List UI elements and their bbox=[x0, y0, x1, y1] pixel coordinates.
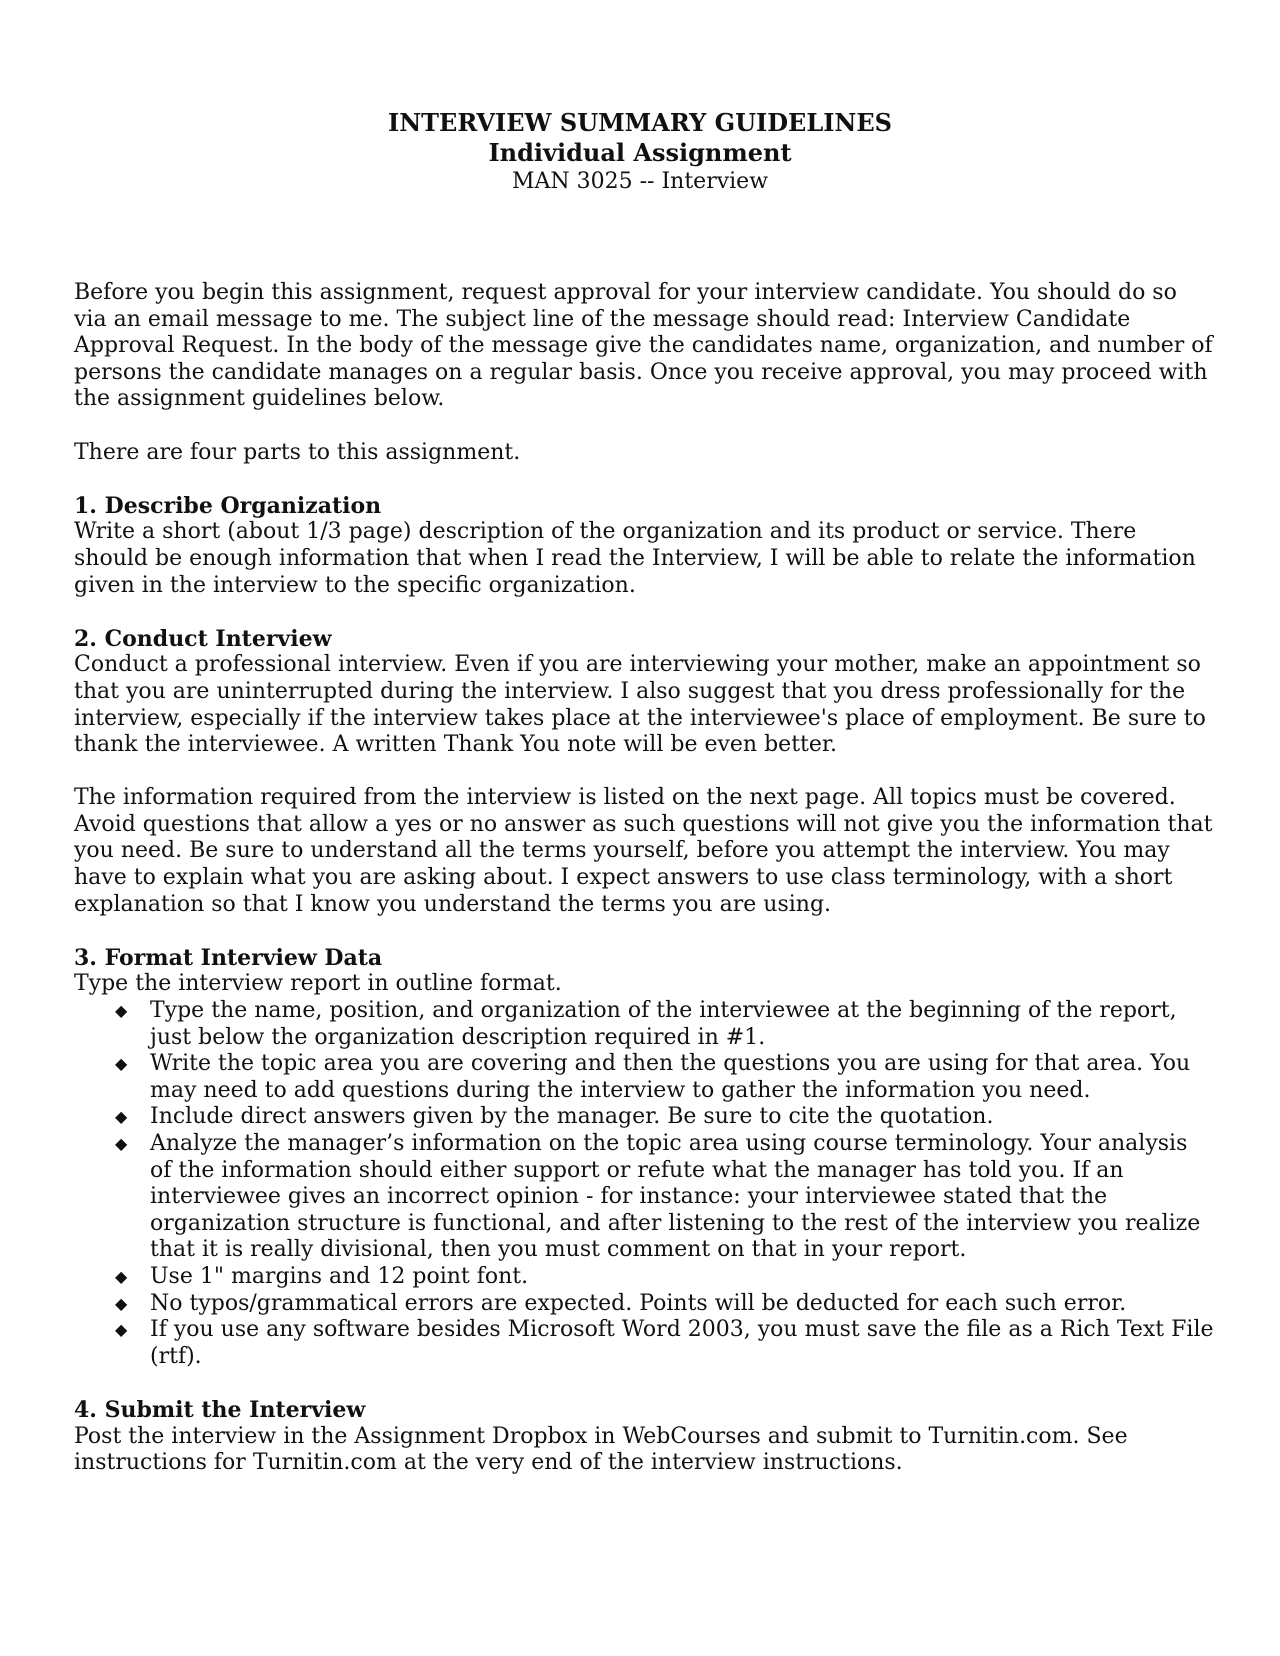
document-header bbox=[0, 108, 1280, 196]
diamond-bullet-icon: ◆ bbox=[115, 1266, 128, 1286]
spacer bbox=[74, 599, 1214, 626]
section-2-heading: 2. Conduct Interview bbox=[74, 625, 332, 652]
spacer bbox=[74, 918, 1214, 945]
diamond-bullet-icon: ◆ bbox=[115, 1320, 128, 1340]
document-subtitle: Individual Assignment bbox=[488, 138, 792, 167]
diamond-bullet-icon: ◆ bbox=[115, 1054, 128, 1074]
spacer bbox=[74, 413, 1214, 440]
diamond-bullet-icon: ◆ bbox=[115, 1293, 128, 1313]
section-2-text-continued: The information required from the interview is listed on the next page. All topics must be covered. Avoid questions that allow a yes or no answer as such questions will not give you the information that you need. Be sure to understand all the terms yourself, before you attempt the interview. You may have to explain what you are asking about. I expect answers to use class terminology, with a short explanation so that I know you understand the terms you are using. bbox=[74, 785, 1213, 917]
section-3-text: Type the interview report in outline format. bbox=[74, 971, 562, 997]
section-1-heading: 1. Describe Organization bbox=[74, 492, 382, 519]
course-label: MAN 3025 -- Interview bbox=[511, 169, 769, 194]
section-2-text: Conduct a professional interview. Even if you are interviewing your mother, make an appointment so that you are uninterrupted during the interview. I also suggest that you dress professionally for the interview, especially if the interview takes place at the interviewee's place of employment. Be sure to thank the interviewee. A written Thank You note will be even better. bbox=[74, 652, 1206, 758]
spacer bbox=[74, 759, 1214, 786]
spacer bbox=[74, 466, 1214, 493]
intro-parts-paragraph: There are four parts to this assignment. bbox=[74, 439, 521, 465]
list-item bbox=[115, 1104, 1214, 1131]
list-item-text: If you use any software besides Microsoft Word 2003, you must save the file as a Rich Text File (rtf). bbox=[150, 1317, 1214, 1369]
list-item bbox=[115, 1290, 1214, 1318]
intro-paragraph: Before you begin this assignment, request approval for your interview candidate. You should do so via an email message to me. The subject line of the message should read: Interview Candidate Approval Request. In the body of the message give the candidates name, organization, and number of persons the candidate manages on a regular basis. Once you receive approval, you may proceed with the assignment guidelines below. bbox=[74, 280, 1213, 412]
list-item bbox=[115, 1051, 1214, 1104]
format-bullet-list bbox=[74, 998, 1214, 1370]
diamond-bullet-icon: ◆ bbox=[115, 1001, 128, 1021]
list-item-text: Include direct answers given by the manager. Be sure to cite the quotation. bbox=[150, 1104, 994, 1130]
diamond-bullet-icon: ◆ bbox=[115, 1134, 128, 1153]
section-1-text: Write a short (about 1/3 page) description of the organization and its product or service. There should be enough information that when I read the Interview, I will be able to relate the information given in the interview to the specific organization. bbox=[74, 519, 1196, 598]
document-title: INTERVIEW SUMMARY GUIDELINES bbox=[388, 108, 892, 137]
list-item bbox=[115, 1263, 1214, 1291]
list-item-text: Write the topic area you are covering and then the questions you are using for that area. You may need to add questions during the interview to gather the information you need. bbox=[150, 1051, 1191, 1103]
list-item bbox=[115, 1317, 1214, 1370]
list-item-text: No typos/grammatical errors are expected. Points will be deducted for each such error. bbox=[150, 1290, 1127, 1316]
diamond-bullet-icon: ◆ bbox=[115, 1107, 128, 1127]
section-4-heading: 4. Submit the Interview bbox=[74, 1396, 366, 1423]
document-body bbox=[74, 280, 1214, 1477]
list-item-text: Use 1" margins and 12 point font. bbox=[150, 1263, 529, 1289]
section-4-text: Post the interview in the Assignment Dropbox in WebCourses and submit to Turnitin.com. See instructions for Turnitin.com at the very end of the interview instructions. bbox=[74, 1423, 1128, 1476]
list-item-text: Type the name, position, and organization of the interviewee at the beginning of the report, just below the organization description required in #1. bbox=[150, 998, 1177, 1050]
list-item bbox=[115, 1131, 1214, 1264]
list-item-text: Analyze the manager’s information on the topic area using course terminology. Your analysis of the information should either support or refute what the manager has told you. If an interviewee gives an incorrect opinion - for instance: your interviewee stated that the organization structure is functional, and after listening to the rest of the interview you realize that it is really divisional, then you must comment on that in your report. bbox=[150, 1131, 1201, 1263]
list-item bbox=[115, 998, 1214, 1051]
spacer bbox=[74, 1370, 1214, 1397]
section-3-heading: 3. Format Interview Data bbox=[74, 944, 383, 971]
